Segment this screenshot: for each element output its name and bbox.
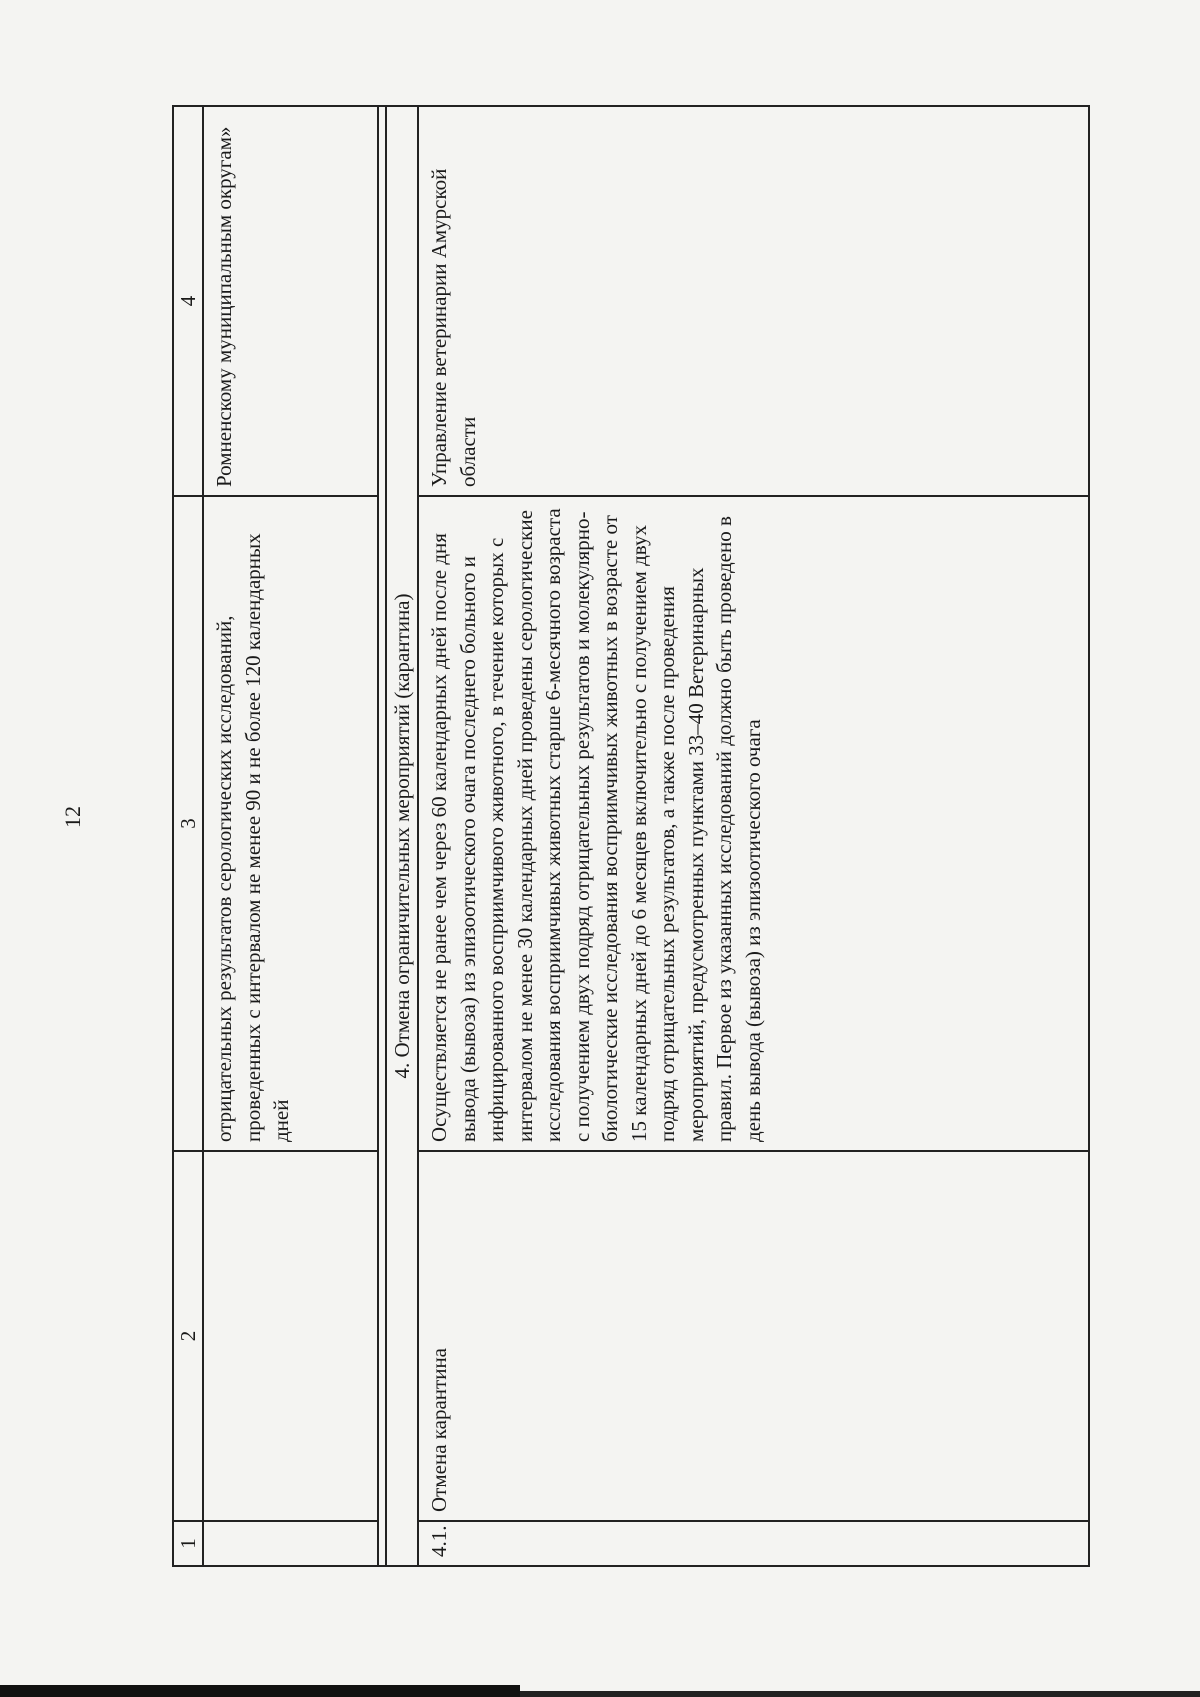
spacer-row bbox=[378, 106, 386, 1566]
section-title: 4. Отмена ограничительных мероприятий (карантина) bbox=[386, 106, 418, 1566]
scan-edge-bar-thin bbox=[520, 1691, 1200, 1697]
row-number: 4.1. bbox=[418, 1521, 1089, 1566]
section-row bbox=[386, 106, 418, 1566]
header-col-1: 1 bbox=[173, 1521, 203, 1566]
measures-table bbox=[172, 105, 1090, 1567]
rotated-table-wrapper bbox=[172, 107, 1090, 1567]
continued-col-1 bbox=[203, 1521, 378, 1566]
measure-description: Осуществляется не ранее чем через 60 календарных дней после дня вывода (вывоза) из эпизоотического очага последнего больного и инфицированного восприимчивого животного, в течение которых с интервалом не менее 30 календарных дней проведены серологические исследования восприимчивых животных старше 6-месячного возраста с получением двух подряд отрицательных результатов и молекулярно-биологические исследования восприимчивых животных в возрасте от 15 календарных дней до 6 месяцев включительно с получением двух подряд отрицательных результатов, а также после проведения мероприятий, предусмотренных пунктами 33–40 Ветеринарных правил. Первое из указанных исследований должно быть проведено в день вывода (вывоза) из эпизоотического очага bbox=[418, 496, 1089, 1151]
table-row bbox=[418, 106, 1089, 1566]
page-number: 12 bbox=[60, 806, 85, 828]
continued-row bbox=[203, 106, 378, 1566]
header-col-3: 3 bbox=[173, 496, 203, 1151]
header-col-2: 2 bbox=[173, 1151, 203, 1521]
scan-edge-bar bbox=[0, 1685, 520, 1697]
continued-col-3: отрицательных результатов серологических исследований, проведенных с интервалом не менее 90 и не более 120 календарных дней bbox=[203, 496, 378, 1151]
table-header-row bbox=[173, 106, 203, 1566]
header-col-4: 4 bbox=[173, 106, 203, 496]
continued-col-2 bbox=[203, 1151, 378, 1521]
measure-name: Отмена карантина bbox=[418, 1151, 1089, 1521]
continued-col-4: Ромненскому муниципальным округам» bbox=[203, 106, 378, 496]
responsible-authority: Управление ветеринарии Амурской области bbox=[418, 106, 1089, 496]
